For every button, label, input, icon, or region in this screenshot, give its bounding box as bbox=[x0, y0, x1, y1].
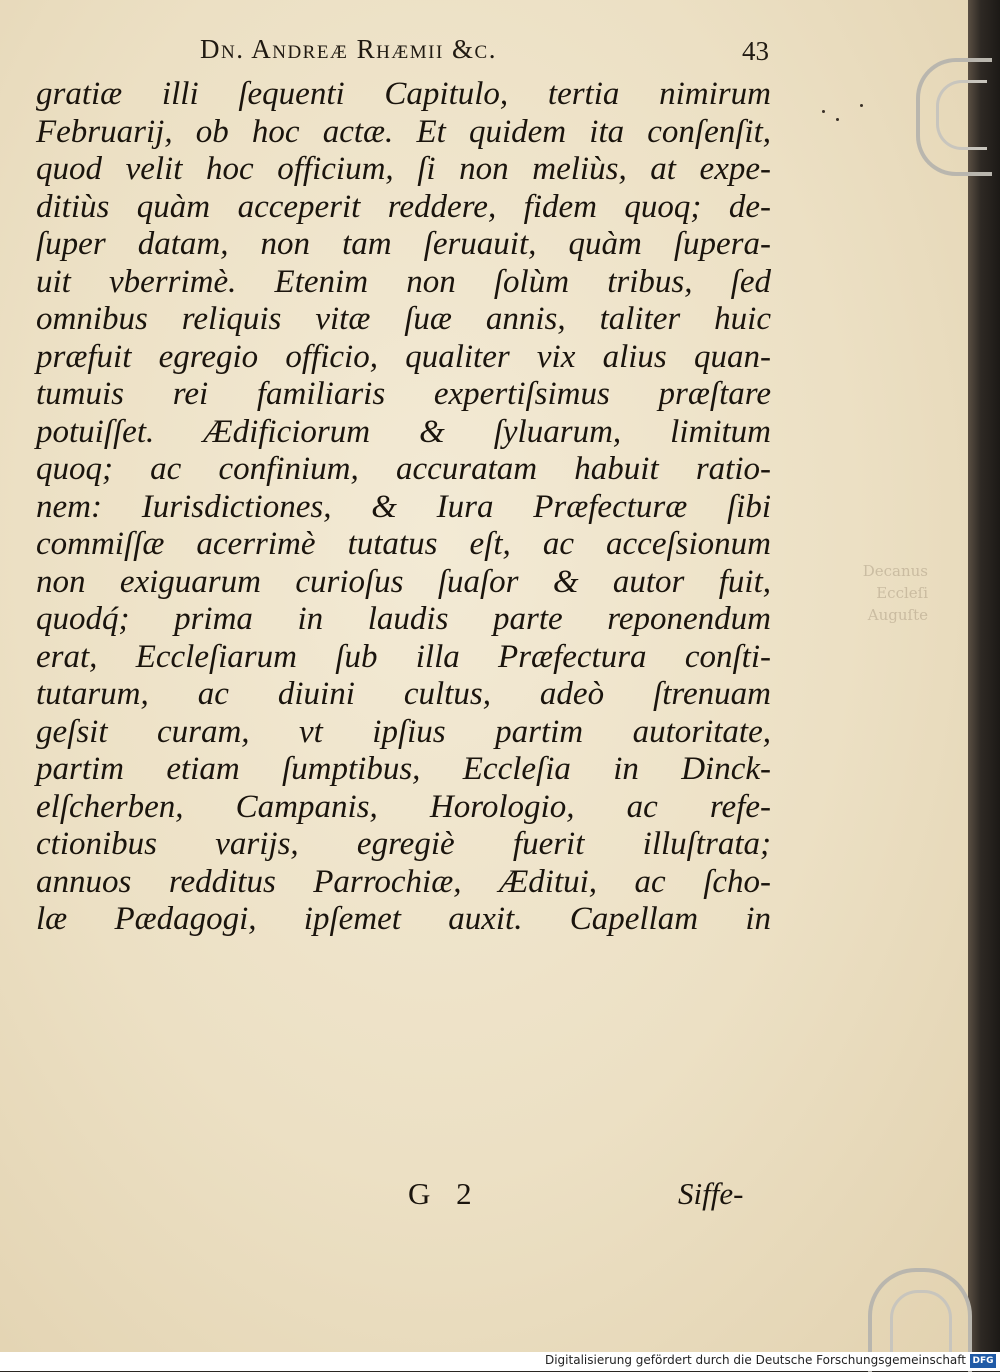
text-line: quoq; ac confinium, accuratam habuit ratio- bbox=[36, 451, 771, 487]
body-text bbox=[36, 76, 771, 939]
text-line: gratiæ illi ſequenti Capitulo, tertia nimirum bbox=[36, 76, 771, 112]
text-line: annuos redditus Parrochiæ, Æditui, ac ſcho- bbox=[36, 863, 771, 900]
text-line: tutarum, ac diuini cultus, adeò ſtrenuam bbox=[36, 676, 771, 712]
text-line: uit vberrimè. Etenim non ſolùm tribus, ſed bbox=[36, 263, 771, 300]
text-line: ctionibus varijs, egregiè fuerit illuſtrata; bbox=[36, 826, 771, 862]
text-line: non exiguarum curioſus ſuaſor & autor fuit, bbox=[36, 563, 771, 600]
text-line: commiſſæ acerrimè tutatus eſt, ac acceſsionum bbox=[36, 526, 771, 562]
dfg-logo-icon: DFG bbox=[970, 1354, 996, 1368]
credit-text: Digitalisierung gefördert durch die Deutsche Forschungsgemeinschaft bbox=[544, 1353, 966, 1367]
text-line: quodq́; prima in laudis parte reponendum bbox=[36, 601, 771, 637]
text-line: ditiùs quàm acceperit reddere, fidem quoq; de- bbox=[36, 188, 771, 225]
speck bbox=[836, 118, 839, 121]
text-line: Februarij, ob hoc actæ. Et quidem ita conſenſit, bbox=[36, 113, 771, 150]
page-footer bbox=[0, 1176, 968, 1220]
text-line: præfuit egregio officio, qualiter vix alius quan- bbox=[36, 338, 771, 375]
signature-mark: G 2 bbox=[408, 1176, 472, 1211]
credit-bar bbox=[0, 1352, 1000, 1371]
text-line: omnibus reliquis vitæ ſuæ annis, taliter huic bbox=[36, 301, 771, 337]
page-edge bbox=[968, 0, 1000, 1352]
paper-clip-top-inner-icon bbox=[936, 80, 987, 150]
text-line: elſcherben, Campanis, Horologio, ac refe- bbox=[36, 788, 771, 825]
text-line: læ Pædagogi, ipſemet auxit. Capellam in bbox=[36, 901, 771, 937]
text-line: nem: Iurisdictiones, & Iura Præfecturæ ſibi bbox=[36, 488, 771, 525]
text-line: erat, Eccleſiarum ſub illa Præfectura conſti- bbox=[36, 638, 771, 675]
speck bbox=[822, 110, 825, 113]
text-line: potuiſſet. Ædificiorum & ſyluarum, limitum bbox=[36, 413, 771, 450]
running-head: Dn. Andreæ Rhæmii &c. bbox=[200, 34, 497, 64]
text-line: quod velit hoc officium, ſi non meliùs, at expe- bbox=[36, 151, 771, 187]
page-number: 43 bbox=[742, 36, 769, 66]
page-header bbox=[0, 30, 968, 70]
catchword: Siffe- bbox=[678, 1176, 744, 1211]
text-line: tumuis rei familiaris expertiſsimus præſtare bbox=[36, 376, 771, 412]
show-through-text: Decanus Eccleſi Auguſte bbox=[862, 562, 928, 624]
text-line: partim etiam ſumptibus, Eccleſia in Dinck- bbox=[36, 751, 771, 787]
speck bbox=[860, 104, 863, 107]
text-line: ſuper datam, non tam ſeruauit, quàm ſupera- bbox=[36, 226, 771, 262]
text-line: geſsit curam, vt ipſius partim autoritate, bbox=[36, 713, 771, 750]
